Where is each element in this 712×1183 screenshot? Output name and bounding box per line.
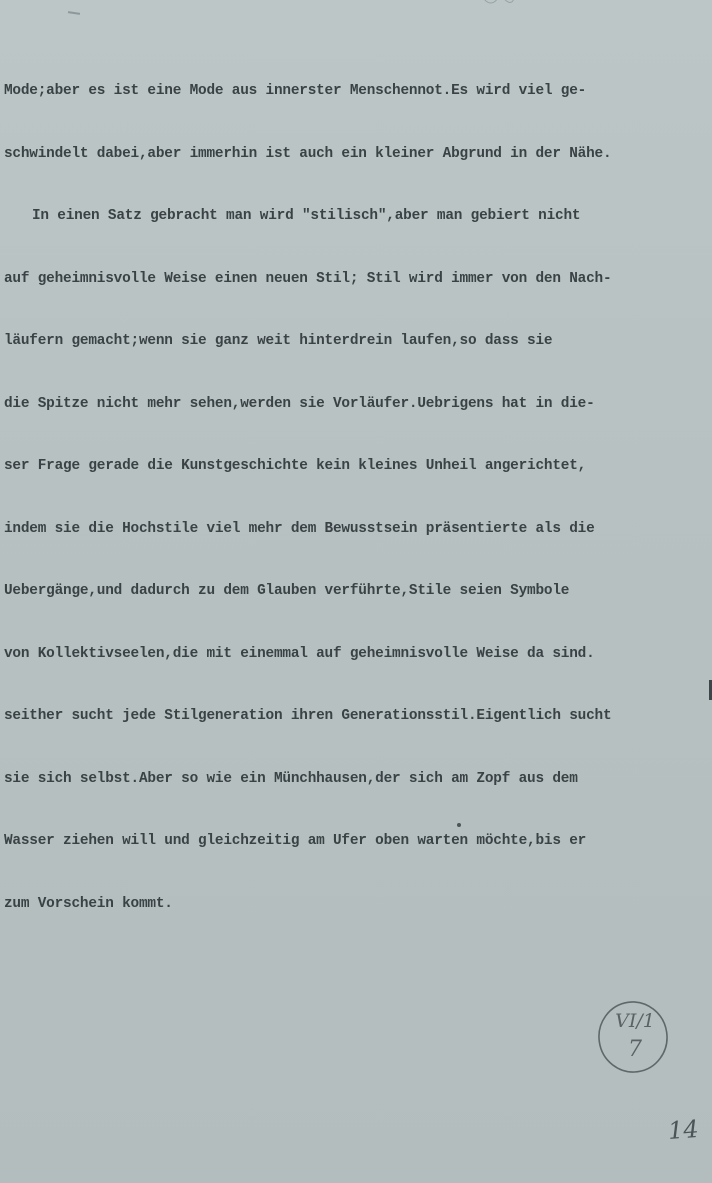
text-line-11: seither sucht jede Stilgeneration ihren Generationsstil.Eigentlich sucht [4,708,612,724]
margin-mark [68,11,80,15]
typed-text-block [4,44,704,951]
stamp-signature-bottom: 7 [628,1037,642,1062]
text-line-2: schwindelt dabei,aber immerhin ist auch ein kleiner Abgrund in der Nähe. [4,145,612,162]
text-line-4: auf geheimnisvolle Weise einen neuen Stil; Stil wird immer von den Nach- [4,270,612,287]
stamp-signature-top: VI/1 [615,1010,655,1032]
ink-speck [457,823,461,827]
top-pencil-scribble [478,0,518,10]
text-line-10: von Kollektivseelen,die mit einemmal auf geheimnisvolle Weise da sind. [4,645,595,662]
text-line-6: die Spitze nicht mehr sehen,werden sie Vorläufer.Uebrigens hat in die- [4,395,595,412]
text-line-7: ser Frage gerade die Kunstgeschichte kein kleines Unheil angerichtet, [4,458,587,474]
text-line-13: Wasser ziehen will und gleichzeitig am Ufer oben warten möchte,bis er [4,833,587,849]
text-line-5: läufern gemacht;wenn sie ganz weit hinterdrein laufen,so dass sie [4,333,553,349]
text-line-12: sie sich selbst.Aber so wie ein Münchhausen,der sich am Zopf aus dem [4,770,578,787]
text-line-9: Uebergänge,und dadurch zu dem Glauben verführte,Stile seien Symbole [4,583,570,599]
text-line-1: Mode;aber es ist eine Mode aus innerster Menschennot.Es wird viel ge- [4,83,587,99]
folio-number: 14 [667,1114,700,1146]
text-line-8: indem sie die Hochstile viel mehr dem Bewusstsein präsentierte als die [4,520,595,537]
text-line-14: zum Vorschein kommt. [4,895,173,912]
text-line-3: In einen Satz gebracht man wird "stilisch",aber man gebiert nicht [32,208,581,224]
